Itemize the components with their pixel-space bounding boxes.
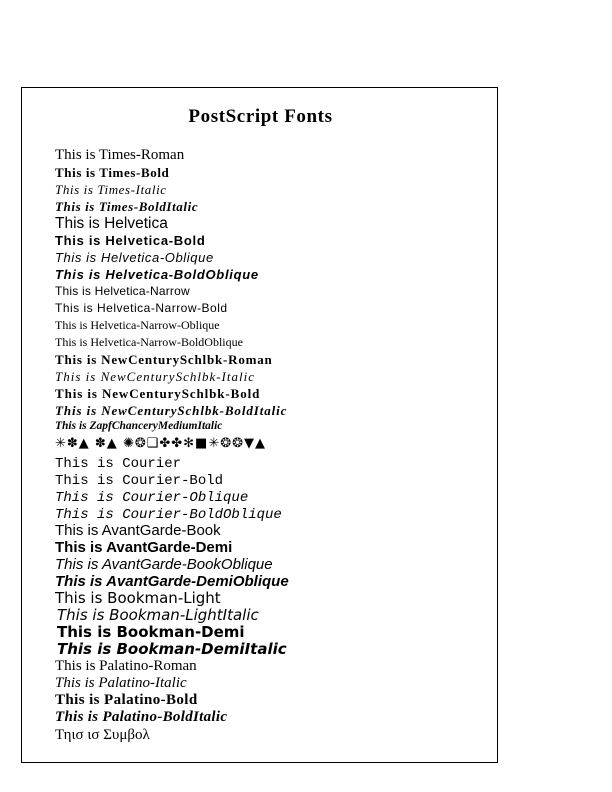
- font-sample-newcenturyschlbk-roman: This is NewCenturySchlbk-Roman: [55, 352, 273, 367]
- font-sample-newcenturyschlbk-bold: This is NewCenturySchlbk-Bold: [55, 386, 261, 401]
- font-sample-bookman-light: This is Bookman-Light: [55, 589, 221, 607]
- font-sample-bookman-demiitalic: This is Bookman-DemiItalic: [57, 640, 287, 658]
- font-sample-palatino-bolditalic: This is Palatino-BoldItalic: [55, 709, 228, 725]
- page-title: PostScript Fonts: [188, 106, 333, 127]
- font-sample-helvetica-narrow-bold: This is Helvetica-Narrow-Bold: [55, 301, 228, 315]
- font-sample-helvetica-narrow-boldoblique: This is Helvetica-Narrow-BoldOblique: [55, 335, 243, 349]
- font-sample-newcenturyschlbk-italic: This is NewCenturySchlbk-Italic: [55, 369, 255, 384]
- font-sample-times-bolditalic: This is Times-BoldItalic: [55, 199, 199, 214]
- font-sample-newcenturyschlbk-bolditalic: This is NewCenturySchlbk-BoldItalic: [55, 403, 288, 418]
- font-sample-avantgarde-demi: This is AvantGarde-Demi: [55, 539, 233, 556]
- font-sample-times-italic: This is Times-Italic: [55, 182, 167, 197]
- font-sample-avantgarde-bookoblique: This is AvantGarde-BookOblique: [55, 556, 273, 573]
- font-sample-bookman-demi: This is Bookman-Demi: [57, 623, 245, 641]
- font-sample-helvetica-narrow: This is Helvetica-Narrow: [55, 284, 190, 298]
- font-sample-courier-oblique: This is Courier-Oblique: [55, 490, 249, 506]
- font-sample-zapfchancery: This is ZapfChanceryMediumItalic: [55, 420, 223, 432]
- font-sample-palatino-bold: This is Palatino-Bold: [55, 692, 198, 708]
- font-sample-helvetica-bold: This is Helvetica-Bold: [55, 233, 206, 248]
- font-sample-helvetica: This is Helvetica: [55, 215, 168, 232]
- font-sample-helvetica-oblique: This is Helvetica-Oblique: [55, 250, 214, 265]
- font-sample-avantgarde-demioblique: This is AvantGarde-DemiOblique: [55, 573, 289, 590]
- font-sample-palatino-roman: This is Palatino-Roman: [55, 658, 197, 674]
- font-sample-helvetica-narrow-oblique: This is Helvetica-Narrow-Oblique: [55, 318, 220, 332]
- font-sample-times-roman: This is Times-Roman: [55, 147, 185, 163]
- font-sample-avantgarde-book: This is AvantGarde-Book: [55, 522, 221, 539]
- font-sample-helvetica-boldoblique: This is Helvetica-BoldOblique: [55, 267, 259, 282]
- font-sample-palatino-italic: This is Palatino-Italic: [55, 675, 187, 691]
- font-sample-bookman-lightitalic: This is Bookman-LightItalic: [57, 606, 259, 624]
- page-frame: [21, 87, 498, 763]
- font-sample-courier-bold: This is Courier-Bold: [55, 473, 224, 489]
- font-sample-symbol: Τηισ ισ Συμβολ: [55, 727, 150, 743]
- font-sample-times-bold: This is Times-Bold: [55, 165, 170, 180]
- font-sample-courier-boldoblique: This is Courier-BoldOblique: [55, 507, 282, 523]
- font-sample-courier: This is Courier: [55, 456, 182, 472]
- font-sample-zapfdingbats: ✳✽▲ ✽▲ ✺❂❑✤✤✻■✳❂❂▼▲: [55, 436, 267, 451]
